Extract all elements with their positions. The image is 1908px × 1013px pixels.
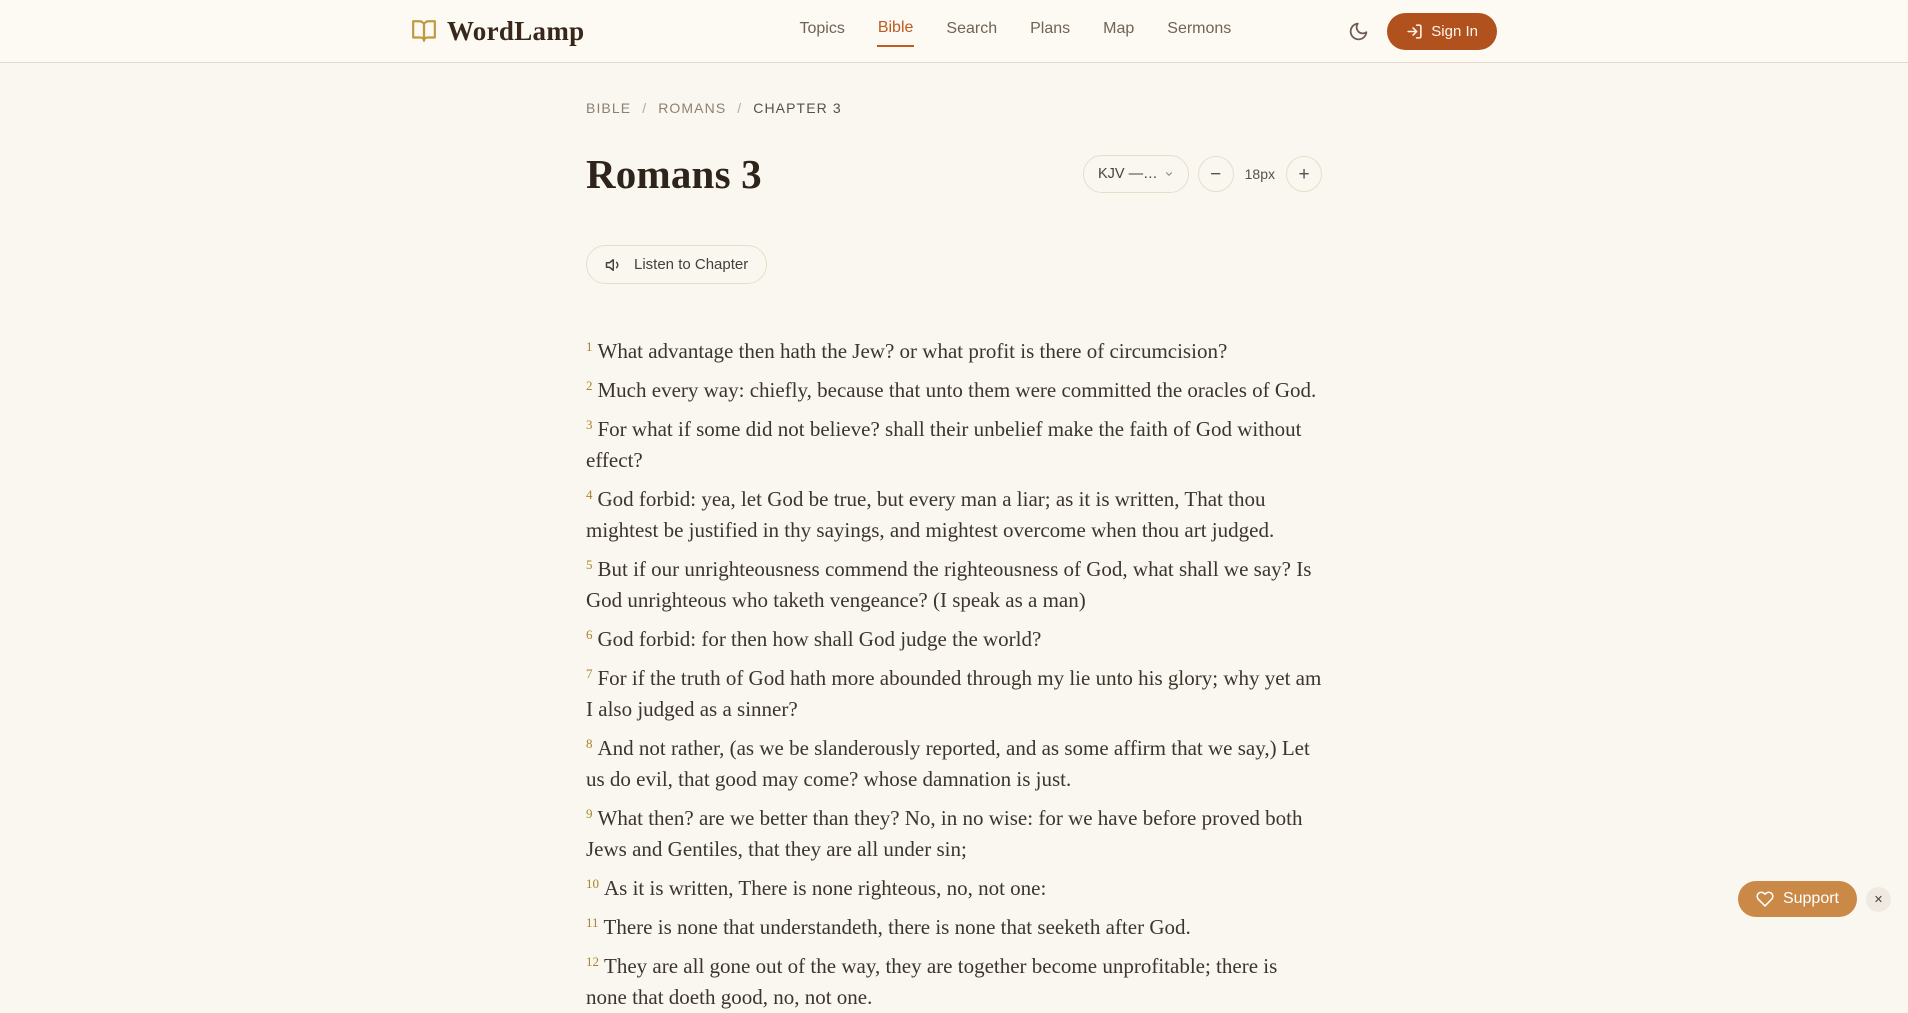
translation-label: KJV —… — [1098, 166, 1158, 182]
breadcrumb-current-chapter: CHAPTER 3 — [753, 100, 842, 116]
nav-item-topics[interactable]: Topics — [799, 20, 845, 37]
verse-number: 5 — [586, 557, 593, 572]
breadcrumb-bible[interactable]: BIBLE — [586, 100, 632, 116]
verse-text: God forbid: yea, let God be true, but every man a liar; as it is written, That thou mightest be justified in thy sayings, and mightest overcome when thou art judged. — [586, 487, 1275, 542]
heart-icon — [1756, 890, 1774, 908]
main-nav — [798, 15, 1232, 47]
verse-4 — [586, 479, 1322, 546]
verse-text: For if the truth of God hath more abounded through my lie unto his glory; why yet am I also judged as a sinner? — [586, 666, 1322, 721]
breadcrumb-separator: / — [737, 100, 743, 116]
listen-to-chapter-button[interactable] — [586, 245, 767, 284]
moon-icon — [1348, 21, 1369, 42]
support-widget — [1738, 881, 1891, 917]
verse-8 — [586, 728, 1322, 795]
translation-select[interactable] — [1083, 155, 1189, 193]
verse-text: There is none that understandeth, there is none that seeketh after God. — [603, 915, 1191, 939]
brand-logo[interactable] — [411, 16, 584, 47]
verse-number: 4 — [586, 487, 593, 502]
log-in-icon — [1406, 23, 1423, 40]
verse-3 — [586, 409, 1322, 476]
nav-item-map[interactable]: Map — [1103, 20, 1135, 37]
breadcrumb — [586, 100, 1322, 116]
verse-5 — [586, 549, 1322, 616]
close-icon: ✕ — [1873, 893, 1884, 906]
verse-number: 2 — [586, 378, 593, 393]
verse-number: 11 — [586, 915, 599, 930]
font-size-value: 18px — [1244, 166, 1275, 182]
verse-text: And not rather, (as we be slanderously reported, and as some affirm that we say,) Let us do evil, that good may come? whose damnation is just. — [586, 736, 1310, 791]
decrease-font-button[interactable] — [1198, 156, 1234, 192]
verse-text: But if our unrighteousness commend the righteousness of God, what shall we say? Is God unrighteous who taketh vengeance? (I speak as a man) — [586, 557, 1312, 612]
page-title: Romans 3 — [586, 151, 762, 197]
verse-number: 8 — [586, 736, 593, 751]
verse-text: They are all gone out of the way, they are together become unprofitable; there is none that doeth good, no, not one. — [586, 954, 1278, 1009]
chevron-down-icon — [1164, 169, 1174, 179]
brand-name: WordLamp — [447, 15, 585, 46]
support-close-button[interactable] — [1866, 887, 1891, 912]
verse-number: 6 — [586, 627, 593, 642]
verse-text: What advantage then hath the Jew? or what profit is there of circumcision? — [597, 339, 1228, 363]
sign-in-button[interactable] — [1387, 13, 1497, 50]
verse-number: 3 — [586, 417, 593, 432]
verse-1 — [586, 331, 1322, 367]
verse-12 — [586, 946, 1322, 1013]
increase-font-button[interactable] — [1286, 156, 1322, 192]
speaker-icon — [605, 256, 623, 274]
verse-number: 7 — [586, 666, 593, 681]
verse-6 — [586, 619, 1322, 655]
top-navigation-bar — [0, 0, 1908, 63]
verse-number: 1 — [586, 339, 593, 354]
verse-10 — [586, 868, 1322, 904]
verse-number: 12 — [586, 954, 599, 969]
verse-text: Much every way: chiefly, because that unto them were committed the oracles of God. — [597, 378, 1317, 402]
minus-icon: − — [1210, 163, 1222, 185]
verse-11 — [586, 907, 1322, 943]
dark-mode-toggle[interactable] — [1344, 17, 1373, 46]
support-label: Support — [1782, 890, 1839, 907]
verse-9 — [586, 798, 1322, 865]
verse-text: What then? are we better than they? No, in no wise: for we have before proved both Jews and Gentiles, that they are all under sin; — [586, 806, 1303, 861]
open-book-icon — [411, 18, 437, 44]
nav-item-search[interactable]: Search — [946, 20, 998, 37]
verse-2 — [586, 370, 1322, 406]
verse-text: As it is written, There is none righteous, no, not one: — [604, 876, 1047, 900]
verse-text: For what if some did not believe? shall their unbelief make the faith of God without effect? — [586, 417, 1302, 472]
verse-list — [586, 331, 1322, 1013]
chapter-reader — [586, 100, 1322, 1013]
verse-7 — [586, 658, 1322, 725]
verse-number: 10 — [586, 876, 599, 891]
verse-number: 9 — [586, 806, 593, 821]
breadcrumb-book[interactable]: ROMANS — [658, 100, 727, 116]
verse-text: God forbid: for then how shall God judge the world? — [597, 627, 1042, 651]
support-button[interactable] — [1738, 881, 1857, 917]
nav-item-bible[interactable]: Bible — [877, 15, 915, 47]
nav-item-sermons[interactable]: Sermons — [1167, 20, 1232, 37]
nav-item-plans[interactable]: Plans — [1030, 20, 1071, 37]
breadcrumb-separator: / — [642, 100, 648, 116]
listen-label: Listen to Chapter — [634, 256, 749, 273]
plus-icon: + — [1298, 163, 1310, 185]
reader-controls — [1083, 155, 1322, 193]
sign-in-label: Sign In — [1431, 22, 1478, 40]
